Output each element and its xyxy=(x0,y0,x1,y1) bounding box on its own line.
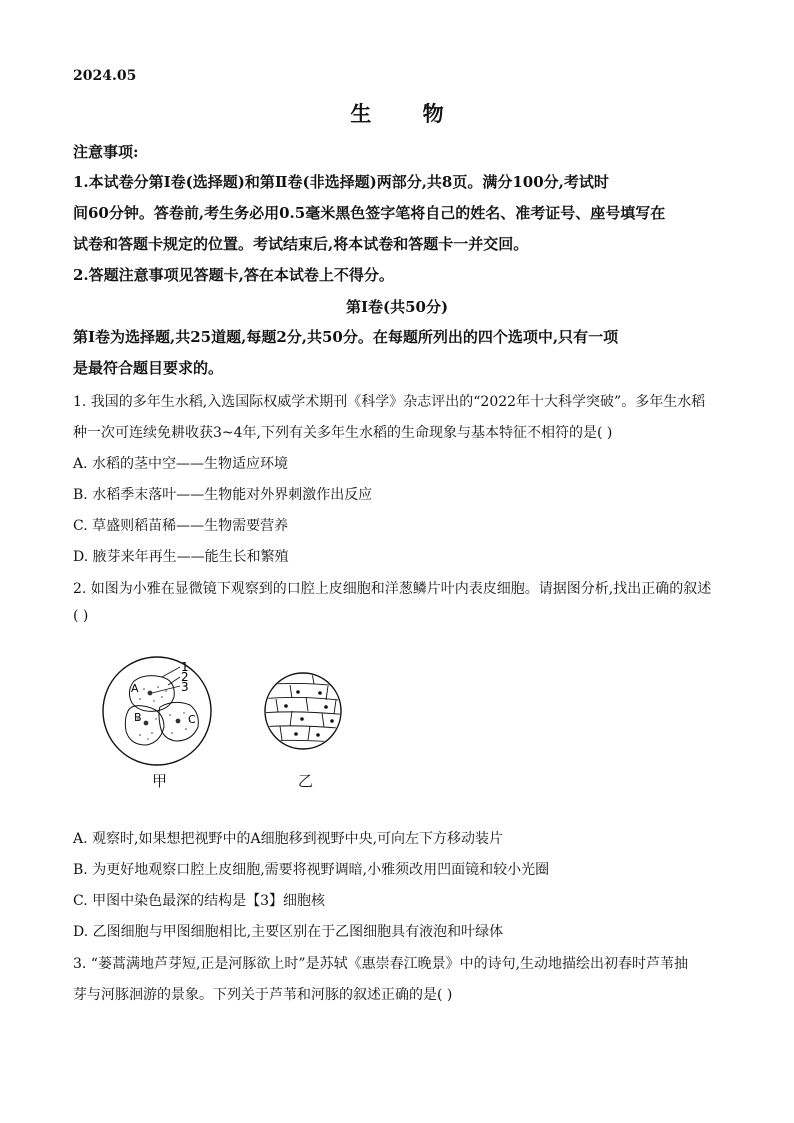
microscope-figure xyxy=(100,655,360,795)
option-c: C. 甲图中染色最深的结构是【3】细胞核 xyxy=(73,893,326,909)
cell-label-b: B xyxy=(134,711,142,724)
exam-date: 2024.05 xyxy=(73,68,137,84)
option-c: C. 草盛则稻苗稀——生物需要营养 xyxy=(73,518,289,534)
section-intro: 第Ⅰ卷为选择题,共25道题,每题2分,共50分。在每题所列出的四个选项中,只有一项 xyxy=(73,328,619,346)
field-of-view-yi xyxy=(265,673,341,749)
section-intro: 是最符合题目要求的。 xyxy=(73,359,224,377)
option-d: D. 乙图细胞与甲图细胞相比,主要区别在于乙图细胞具有液泡和叶绿体 xyxy=(73,924,504,940)
notice-line: 2.答题注意事项见答题卡,答在本试卷上不得分。 xyxy=(73,266,394,284)
question-stem: 种一次可连续免耕收获3~4年,下列有关多年生水稻的生命现象与基本特征不相符的是( ) xyxy=(73,425,613,441)
option-b: B. 为更好地观察口腔上皮细胞,需要将视野调暗,小雅须改用凹面镜和较小光圈 xyxy=(73,862,550,878)
cell-label-a: A xyxy=(131,682,139,695)
notice-line: 试卷和答题卡规定的位置。考试结束后,将本试卷和答题卡一并交回。 xyxy=(73,235,529,253)
cell-label-c: C xyxy=(188,713,196,726)
cell-diagram xyxy=(100,655,360,795)
label-3: 3 xyxy=(181,680,189,694)
option-a: A. 观察时,如果想把视野中的A细胞移到视野中央,可向左下方移动装片 xyxy=(73,831,504,847)
subject-title: 生 物 xyxy=(350,101,466,126)
caption-yi: 乙 xyxy=(298,772,314,790)
section-title: 第Ⅰ卷(共50分) xyxy=(345,298,449,316)
label-2: 2 xyxy=(181,670,189,684)
question-stem: 3. “蒌蒿满地芦芽短,正是河豚欲上时”是苏轼《惠崇春江晚景》中的诗句,生动地描绘出初春时芦苇抽 xyxy=(73,956,689,972)
notice-line: 1.本试卷分第Ⅰ卷(选择题)和第Ⅱ卷(非选择题)两部分,共8页。满分100分,考试时 xyxy=(73,173,609,191)
question-stem: ( ) xyxy=(73,608,89,624)
question-stem: 1. 我国的多年生水稻,入选国际权威学术期刊《科学》杂志评出的“2022年十大科学突破”。多年生水稻 xyxy=(73,394,706,410)
label-1: 1 xyxy=(181,660,189,674)
notice-heading: 注意事项: xyxy=(73,143,139,161)
cell-b-outline xyxy=(125,706,164,745)
caption-jia: 甲 xyxy=(152,772,168,790)
option-d: D. 腋芽来年再生——能生长和繁殖 xyxy=(73,549,289,565)
notice-line: 间60分钟。答卷前,考生务必用0.5毫米黑色签字笔将自己的姓名、准考证号、座号填写在 xyxy=(73,204,666,222)
question-stem: 芽与河豚洄游的景象。下列关于芦苇和河豚的叙述正确的是( ) xyxy=(73,987,453,1003)
option-b: B. 水稻季末落叶——生物能对外界刺激作出反应 xyxy=(73,487,373,503)
option-a: A. 水稻的茎中空——生物适应环境 xyxy=(73,456,289,472)
question-stem: 2. 如图为小雅在显微镜下观察到的口腔上皮细胞和洋葱鳞片叶内表皮细胞。请据图分析,找出正确的叙述 xyxy=(73,581,712,597)
